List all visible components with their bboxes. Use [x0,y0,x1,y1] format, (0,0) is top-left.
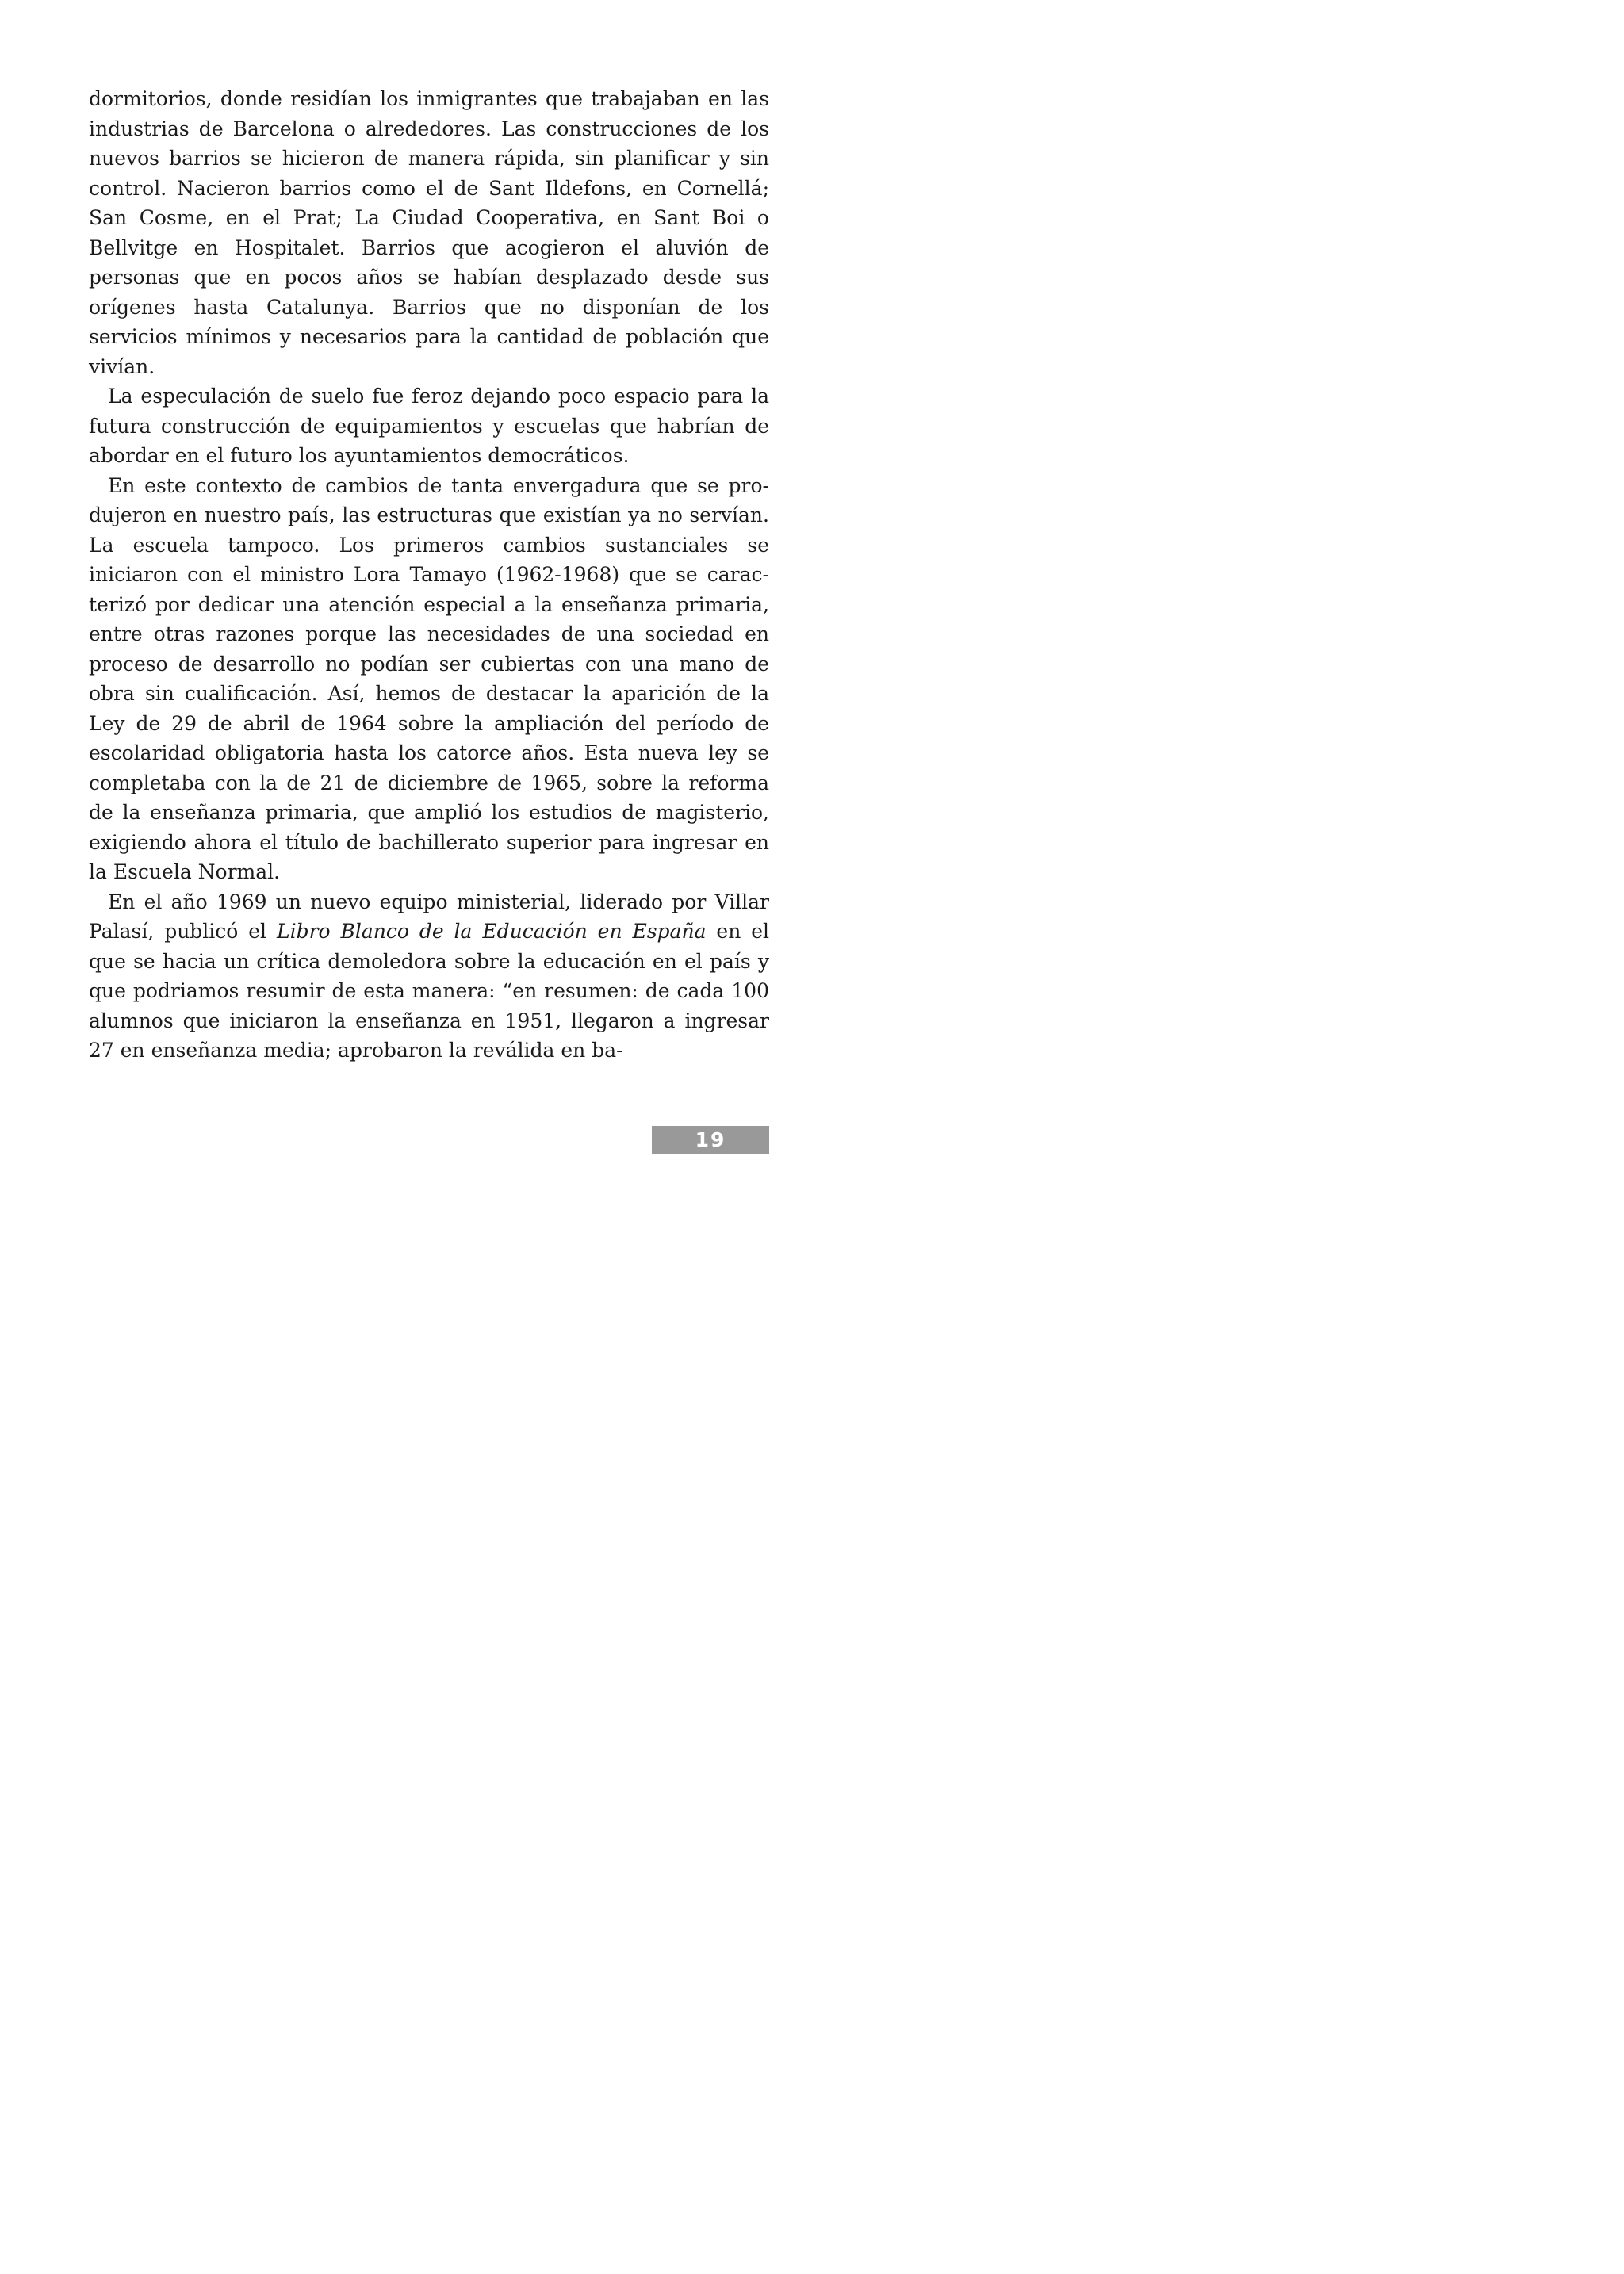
book-page [0,0,872,1221]
paragraph-2: La especulación de suelo fue feroz dejando poco espacio para la futura construcción de equipamientos y escuelas que habrían de abordar en el futuro los ayuntamientos democráticos. [89,385,769,467]
page-number: 19 [695,1128,726,1151]
paragraph-4 [89,887,769,1066]
body-text [89,84,769,1066]
paragraph-1: dormitorios, donde residían los inmigrantes que trabajaban en las industrias de Barcelona o alrededores. Las construcciones de los nuevos barrios se hicieron de manera rápida, sin planificar y sin control. Nacieron barrios como el de Sant Ildefons, en Cornellá; San Cosme, en el Prat; La Ciudad Cooperativa, en Sant Boi o Bellvitge en Hospitalet. Barrios que acogieron el aluvión de personas que en pocos años se habían desplazado desde sus orígenes hasta Catalunya. Barrios que no disponían de los servicios mínimos y necesarios para la cantidad de población que vivían. [89,87,769,378]
page-number-box [652,1126,769,1154]
paragraph-4-text-before: En el año 1969 un nuevo equipo ministerial, liderado por Villar Palasí, publicó el [89,890,769,943]
paragraph-4-text-after: en el que se hacia un crítica demoledora sobre la educación en el país y que podriamos resumir de esta manera: “en resumen: de cada 100 alumnos que iniciaron la enseñanza en 1951, llegaron a ingresar 27 en enseñanza media; aprobaron la reválida en ba- [89,920,769,1062]
paragraph-3: En este contexto de cambios de tanta envergadura que se produjeron en nuestro país, las estructuras que existían ya no servían. La escuela tampoco. Los primeros cambios sustanciales se iniciaron con el ministro Lora Tamayo (1962-1968) que se caracterizó por dedicar una atención especial a la enseñanza primaria, entre otras razones porque las necesidades de una sociedad en proceso de desarrollo no podían ser cubiertas con una mano de obra sin cualificación. Así, hemos de destacar la aparición de la Ley de 29 de abril de 1964 sobre la ampliación del período de escolaridad obligatoria hasta los catorce años. Esta nueva ley se completaba con la de 21 de diciembre de 1965, sobre la reforma de la enseñanza primaria, que amplió los estudios de magisterio, exigiendo ahora el título de bachillerato superior para ingresar en la Escuela Normal. [89,473,769,883]
book-title-italic: Libro Blanco de la Educación en España [276,920,707,943]
